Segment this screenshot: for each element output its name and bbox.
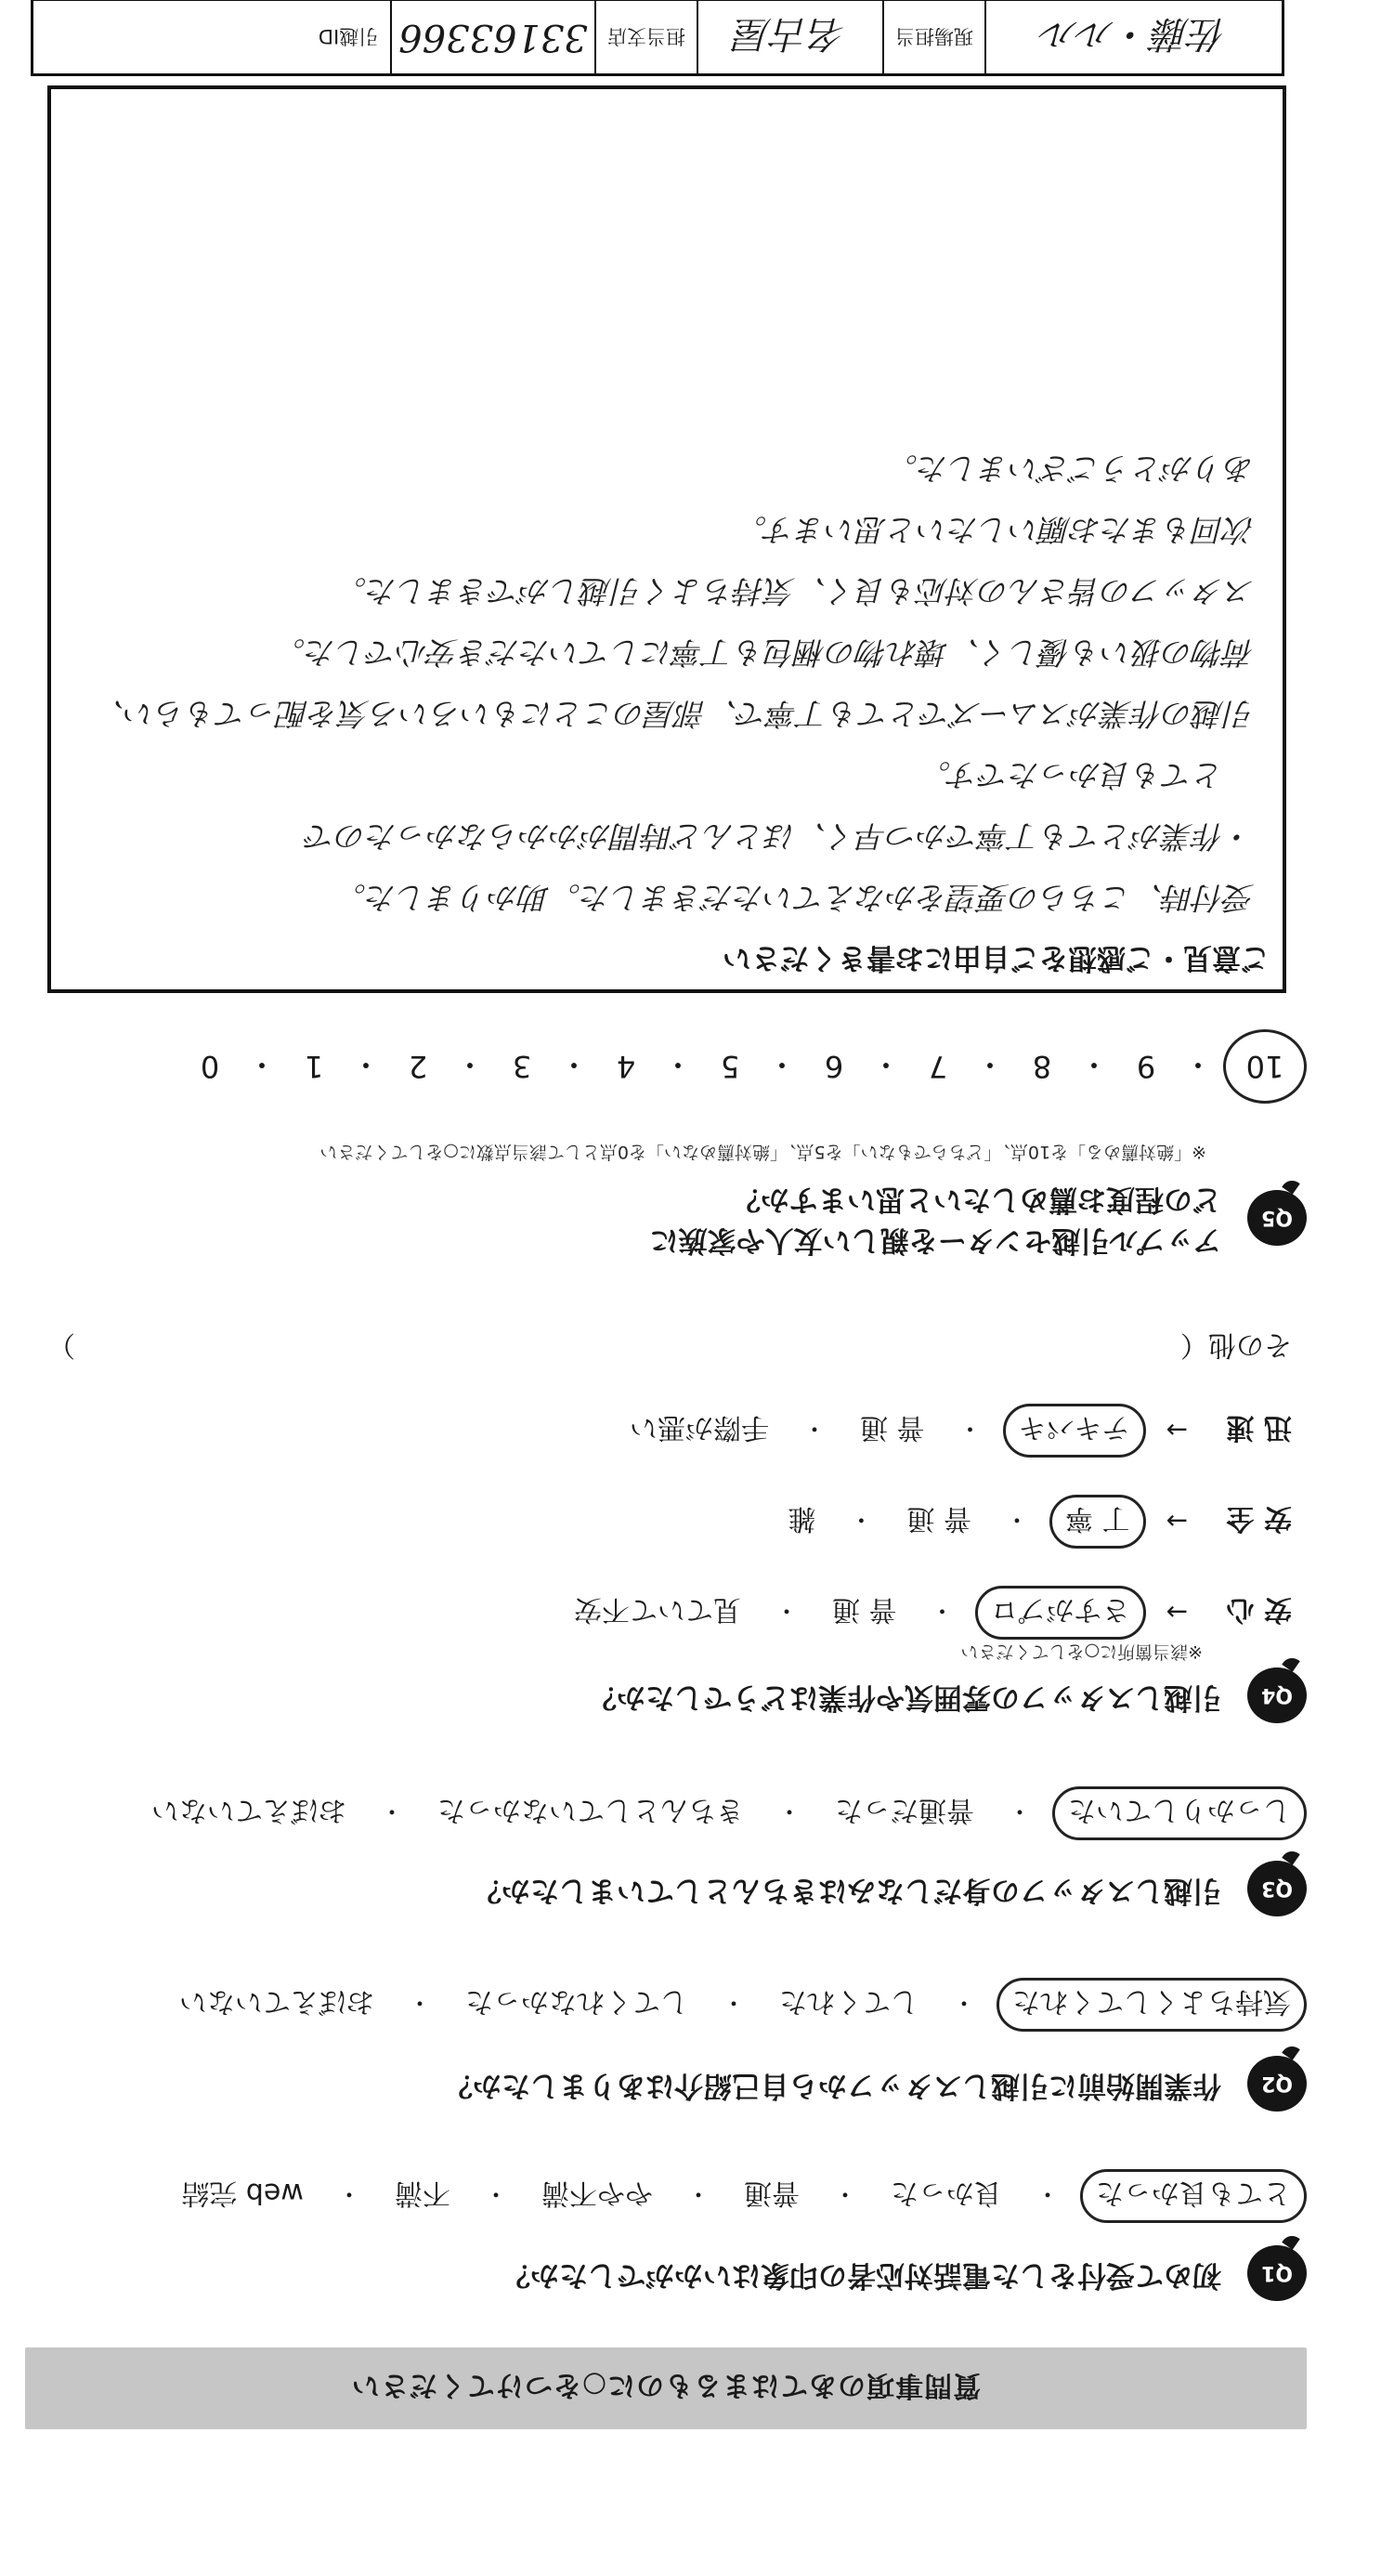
- question-badge-icon: Q3: [1247, 1861, 1307, 1916]
- comment-box[interactable]: [47, 85, 1286, 993]
- question-3-text: 引越しスタッフの身だしなみはきちんとしていましたか？: [473, 1874, 1221, 1907]
- id-value: 33163366: [390, 1, 594, 73]
- arrow-icon: →: [1166, 1415, 1188, 1446]
- question-badge-icon: Q4: [1247, 1667, 1307, 1723]
- row-label: 安 心: [1226, 1593, 1292, 1626]
- arrow-icon: →: [1166, 1597, 1188, 1628]
- question-1: [16, 2245, 1307, 2301]
- row-label: 安 全: [1226, 1502, 1292, 1535]
- q4-row-safety: 安 全 → 丁 寧 ・ 普 通 ・ 雑: [775, 1495, 1292, 1549]
- arrow-icon: →: [1166, 1506, 1188, 1537]
- option-professional[interactable]: さすがプロ: [975, 1586, 1146, 1640]
- question-4-text: 引越しスタッフの雰囲気や作業はどうでしたか？: [588, 1680, 1221, 1714]
- instructions-text: 質問事項のあてはまるものに○をつけてください: [350, 2369, 982, 2401]
- option-not-neat[interactable]: きちんとしていなかった: [436, 1794, 744, 1826]
- score-3[interactable]: 3: [512, 1049, 532, 1084]
- question-5-text-line2: どの程度お薦めしたいと思いますか？: [732, 1183, 1221, 1216]
- score-2[interactable]: 2: [408, 1049, 428, 1084]
- option-normal[interactable]: 普 通: [906, 1502, 971, 1535]
- comment-line: 引越の作業がスムーズでとても丁寧で、部屋のことにもいろいろ気を配ってもらい、: [93, 696, 1255, 732]
- question-3-options: しっかりしていた ・ 普通だった ・ きちんとしていなかった ・ おぼえていない: [138, 1786, 1307, 1840]
- question-badge-icon: Q2: [1247, 2056, 1307, 2112]
- question-4: [16, 1641, 1307, 1723]
- option-dont-remember[interactable]: おぼえていない: [150, 1794, 346, 1826]
- comment-title: ご意見・ご感想をご自由にお書きください: [723, 941, 1270, 974]
- option-web-complete[interactable]: web 完結: [181, 2177, 304, 2209]
- option-clumsy[interactable]: 手際が悪い: [629, 1411, 769, 1444]
- option-very-good[interactable]: とても良かった: [1080, 2169, 1307, 2223]
- option-not-introduced[interactable]: してくれなかった: [464, 1985, 688, 2018]
- row-label: 迅 速: [1226, 1411, 1292, 1444]
- question-3: [16, 1861, 1307, 1916]
- comment-line: ・作業がとても丁寧でかつ早く、ほとんど時間がかからなかったので: [305, 818, 1255, 855]
- option-normal[interactable]: 普 通: [859, 1411, 925, 1444]
- q4-row-speed: 迅 速 → テキパキ ・ 普 通 ・ 手際が悪い: [617, 1404, 1292, 1458]
- handwritten-comment: [73, 438, 1255, 928]
- comment-line: 次回もまたお願いしたいと思います。: [736, 512, 1255, 548]
- score-7[interactable]: 7: [928, 1049, 948, 1084]
- other-close: ）: [47, 1328, 75, 1361]
- score-9[interactable]: 9: [1136, 1049, 1156, 1084]
- score-0[interactable]: 0: [200, 1049, 220, 1084]
- score-1[interactable]: 1: [304, 1049, 324, 1084]
- option-efficient[interactable]: テキパキ: [1003, 1404, 1146, 1458]
- question-badge-icon: Q5: [1247, 1190, 1307, 1246]
- option-somewhat-unsatisfied[interactable]: やや不満: [541, 2177, 653, 2209]
- option-ordinary[interactable]: 普通だった: [834, 1794, 974, 1826]
- leader-value: 佐藤・ルル: [984, 1, 1282, 73]
- score-5[interactable]: 5: [720, 1049, 740, 1084]
- leader-label: 現場担当: [882, 1, 984, 73]
- option-neat[interactable]: しっかりしていた: [1052, 1786, 1307, 1840]
- q4-other: [47, 1327, 1292, 1368]
- comment-line: とても良かったです。: [919, 757, 1255, 793]
- option-uneasy[interactable]: 見ていて不安: [573, 1593, 741, 1626]
- option-dont-remember[interactable]: おぼえていない: [178, 1985, 374, 2018]
- score-4[interactable]: 4: [616, 1049, 636, 1084]
- question-1-options: とても良かった ・ 良かった ・ 普通 ・ やや不満 ・ 不満 ・ web 完結: [168, 2169, 1307, 2223]
- option-introduced-pleasantly[interactable]: 気持ちよくしてくれた: [997, 1978, 1307, 2032]
- option-normal[interactable]: 普通: [743, 2177, 800, 2209]
- question-2-options: 気持ちよくしてくれた ・ してくれた ・ してくれなかった ・ おぼえていない: [166, 1978, 1307, 2032]
- comment-line: スタッフの皆さんの対応も良く、気持ちよく引越しができました。: [335, 573, 1255, 609]
- option-rough[interactable]: 雑: [788, 1502, 816, 1535]
- comment-line: ありがとうございました。: [887, 451, 1255, 487]
- question-5-note: ※「絶対薦める」を10点、「どちらでもない」を5点、「絶対薦めない」を0点として該当点数に○をしてください: [319, 1142, 1206, 1162]
- comment-line: 受付時、こちらの要望をかなえていただきました。助かりました。: [335, 880, 1255, 916]
- other-label: その他（: [1180, 1328, 1292, 1361]
- score-10[interactable]: 10: [1223, 1029, 1307, 1104]
- question-2: [16, 2056, 1307, 2112]
- id-label: 引越ID: [318, 25, 379, 47]
- branch-value: 名古屋: [697, 1, 882, 73]
- instructions-header: [25, 2347, 1307, 2429]
- question-2-text: 作業開始前に引越しスタッフから自己紹介はありましたか？: [444, 2069, 1221, 2102]
- q4-row-reassurance: 安 心 → さすがプロ ・ 普 通 ・ 見ていて不安: [561, 1586, 1292, 1640]
- question-1-text: 初めて受付をした電話対応者の印象はいかがでしたか？: [502, 2258, 1221, 2292]
- recommendation-scale: 10 ・ 9 ・ 8 ・ 7 ・ 6 ・ 5 ・ 4 ・ 3 ・ 2 ・ 1 ・ 0: [183, 1029, 1307, 1104]
- score-6[interactable]: 6: [824, 1049, 844, 1084]
- branch-label: 担当支店: [594, 1, 697, 73]
- question-badge-icon: Q1: [1247, 2245, 1307, 2301]
- option-introduced[interactable]: してくれた: [778, 1985, 918, 2018]
- question-5-text-line1: アップル引越センターを親しい友人や家族に: [649, 1223, 1221, 1257]
- footer-table: [31, 0, 1284, 76]
- score-8[interactable]: 8: [1032, 1049, 1052, 1084]
- question-4-note: ※該当箇所に○をしてください: [960, 1641, 1203, 1662]
- option-normal[interactable]: 普 通: [831, 1593, 897, 1626]
- option-unsatisfied[interactable]: 不満: [394, 2177, 450, 2209]
- question-5: [16, 1142, 1307, 1266]
- option-good[interactable]: 良かった: [890, 2177, 1002, 2209]
- comment-line: 荷物の扱いも優しく、壊れ物の梱包も丁寧にしていただき安心でした。: [274, 634, 1255, 671]
- option-careful[interactable]: 丁 寧: [1049, 1495, 1146, 1549]
